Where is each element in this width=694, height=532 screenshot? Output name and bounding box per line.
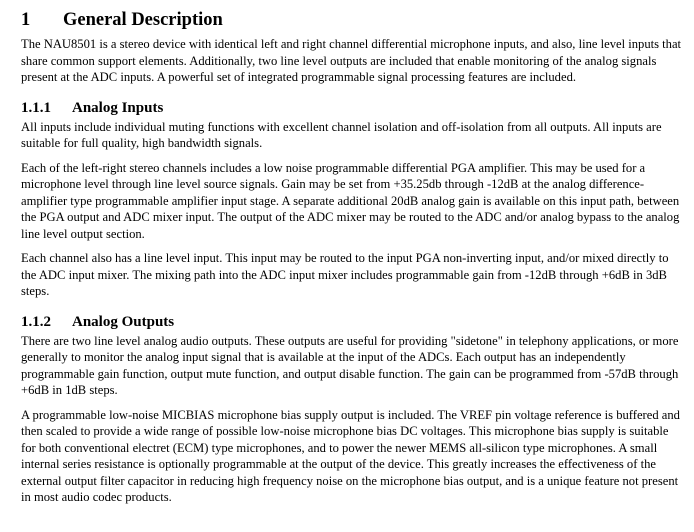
subsection-title: Analog Outputs [72, 313, 175, 330]
subsection-number: 1.1.2 [21, 313, 51, 330]
section-heading-general-description [21, 9, 684, 31]
subsection-heading-analog-inputs [21, 99, 684, 118]
analog-inputs-paragraph-1: All inputs include individual muting functions with excellent channel isolation and off-isolation from all outputs. All inputs are suitable for full quality, high bandwidth signals. [21, 119, 662, 150]
analog-outputs-paragraph-2: A programmable low-noise MICBIAS microphone bias supply output is included. The VREF pin voltage reference is buffered and then scaled to provide a wide range of possible low-noise microphone bias DC voltages. This microphone bias supply is suitable for both conventional electret (ECM) type microphones, and to power the newer MEMS all-silicon type microphones. A small internal series resistance is optionally programmable at the output of the device. This greatly increases the effectiveness of the external output filter capacitor in reducing high frequency noise on the microphone bias output, and is a unique feature not present in most audio codec products. [21, 407, 680, 504]
subsection-title: Analog Inputs [72, 99, 164, 116]
section-title: General Description [63, 10, 223, 30]
subsection-heading-analog-outputs [21, 313, 684, 332]
general-description-paragraph: The NAU8501 is a stereo device with identical left and right channel differential microphone inputs, and also, line level inputs that share common support elements. Additionally, two line level outputs are included that enable monitoring of the analog signals present at the ADC inputs. A powerful set of integrated programmable signal processing features are included. [21, 37, 682, 84]
section-number: 1 [21, 10, 31, 30]
analog-outputs-paragraph-1: There are two line level analog audio outputs. These outputs are useful for providing "sidetone" in telephony applications, or more generally to monitor the analog input signal that is available at the input of the ADCs. Each output has an independently programmable gain function, output mute function, and output disable function. The gain can be programmed from -57dB through +6dB in 1dB steps. [21, 333, 679, 397]
subsection-number: 1.1.1 [21, 99, 51, 116]
analog-inputs-paragraph-3: Each channel also has a line level input. This input may be routed to the input PGA non-inverting input, and/or mixed directly to the ADC input mixer. The mixing path into the ADC input mixer includes programmable gain from -12dB through +6dB in 3dB steps. [21, 251, 669, 298]
analog-inputs-paragraph-2: Each of the left-right stereo channels includes a low noise programmable differential PGA amplifier. This may be used for a microphone level through line level source signals. Gain may be set from +35.25db through -12dB at the analog difference-amplifier type programmable amplifier input stage. A separate additional 20dB analog gain is available on this input path, between the PGA output and ADC mixer input. The output of the ADC mixer may be routed to the ADC and/or analog bypass to the analog line level output section. [21, 160, 680, 241]
